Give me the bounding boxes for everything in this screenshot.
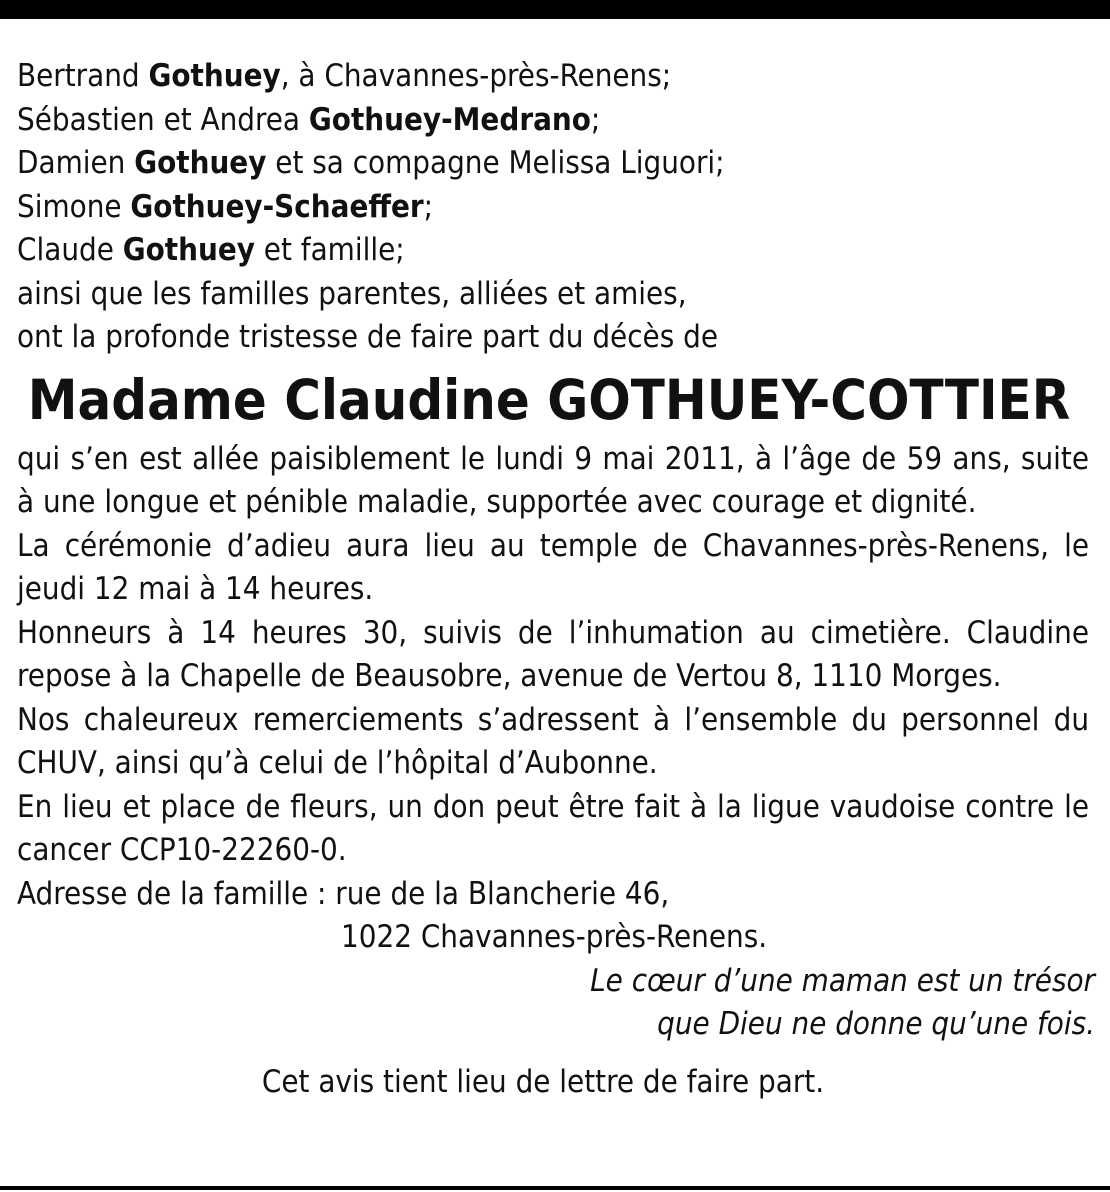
- family-address: Adresse de la famille : rue de la Blancherie 46,: [17, 875, 670, 912]
- quote-line: que Dieu ne donne qu’une fois.: [657, 1006, 1095, 1042]
- deceased-name: Madame Claudine GOTHUEY-COTTIER: [27, 367, 1071, 433]
- family-detail: , à Chavannes-près-Renens;: [280, 58, 672, 94]
- family-detail: ;: [423, 188, 434, 225]
- given-names: Claude: [17, 232, 123, 268]
- family-line: [17, 55, 1089, 99]
- intro-line: ont la profonde tristesse de faire part du décès de: [17, 319, 718, 355]
- paragraph-ceremony: La cérémonie d’adieu aura lieu au temple de Chavannes-près-Renens, le jeudi 12 mai à 14 heures.: [17, 527, 1089, 607]
- paragraph-death: qui s’en est allée paisiblement le lundi 9 mai 2011, à l’âge de 59 ans, suite à une longue et pénible maladie, supportée avec courage et dignité.: [17, 440, 1089, 520]
- death-notice: [17, 55, 1095, 1104]
- paragraph-honours: Honneurs à 14 heures 30, suivis de l’inhumation au cimetière. Claudine repose à la Chapelle de Beausobre, avenue de Vertou 8, 1110 Morges.: [17, 614, 1089, 694]
- family-surname: Gothuey: [122, 232, 255, 268]
- top-rule: [0, 0, 1110, 19]
- given-names: Sébastien et Andrea: [17, 101, 309, 138]
- family-surname: Gothuey-Medrano: [308, 101, 591, 138]
- given-names: Damien: [17, 145, 135, 181]
- bottom-rule: [0, 1186, 1110, 1190]
- family-line: [17, 186, 1089, 230]
- quote-line: Le cœur d’une maman est un trésor: [590, 962, 1095, 999]
- family-line: [17, 99, 1089, 143]
- family-line: [17, 229, 1089, 273]
- paragraph-thanks: Nos chaleureux remerciements s’adressent à l’ensemble du personnel du CHUV, ainsi qu’à celui de l’hôpital d’Aubonne.: [17, 701, 1089, 781]
- family-line: [17, 142, 1089, 186]
- given-names: Bertrand: [17, 58, 149, 94]
- paragraph-donation: En lieu et place de fleurs, un don peut être fait à la ligue vaudoise contre le cancer CCP10-22260-0.: [17, 788, 1089, 868]
- family-address-city: 1022 Chavannes-près-Renens.: [341, 919, 768, 955]
- family-detail: et sa compagne Melissa Liguori;: [266, 145, 725, 181]
- notice-footer: Cet avis tient lieu de lettre de faire part.: [261, 1063, 825, 1100]
- family-surname: Gothuey: [134, 145, 267, 181]
- family-detail: ;: [590, 101, 601, 138]
- family-detail: et famille;: [254, 232, 405, 268]
- given-names: Simone: [17, 188, 131, 225]
- family-surname: Gothuey-Schaeffer: [130, 188, 424, 225]
- family-surname: Gothuey: [148, 58, 281, 94]
- intro-line: ainsi que les familles parentes, alliées et amies,: [17, 275, 687, 312]
